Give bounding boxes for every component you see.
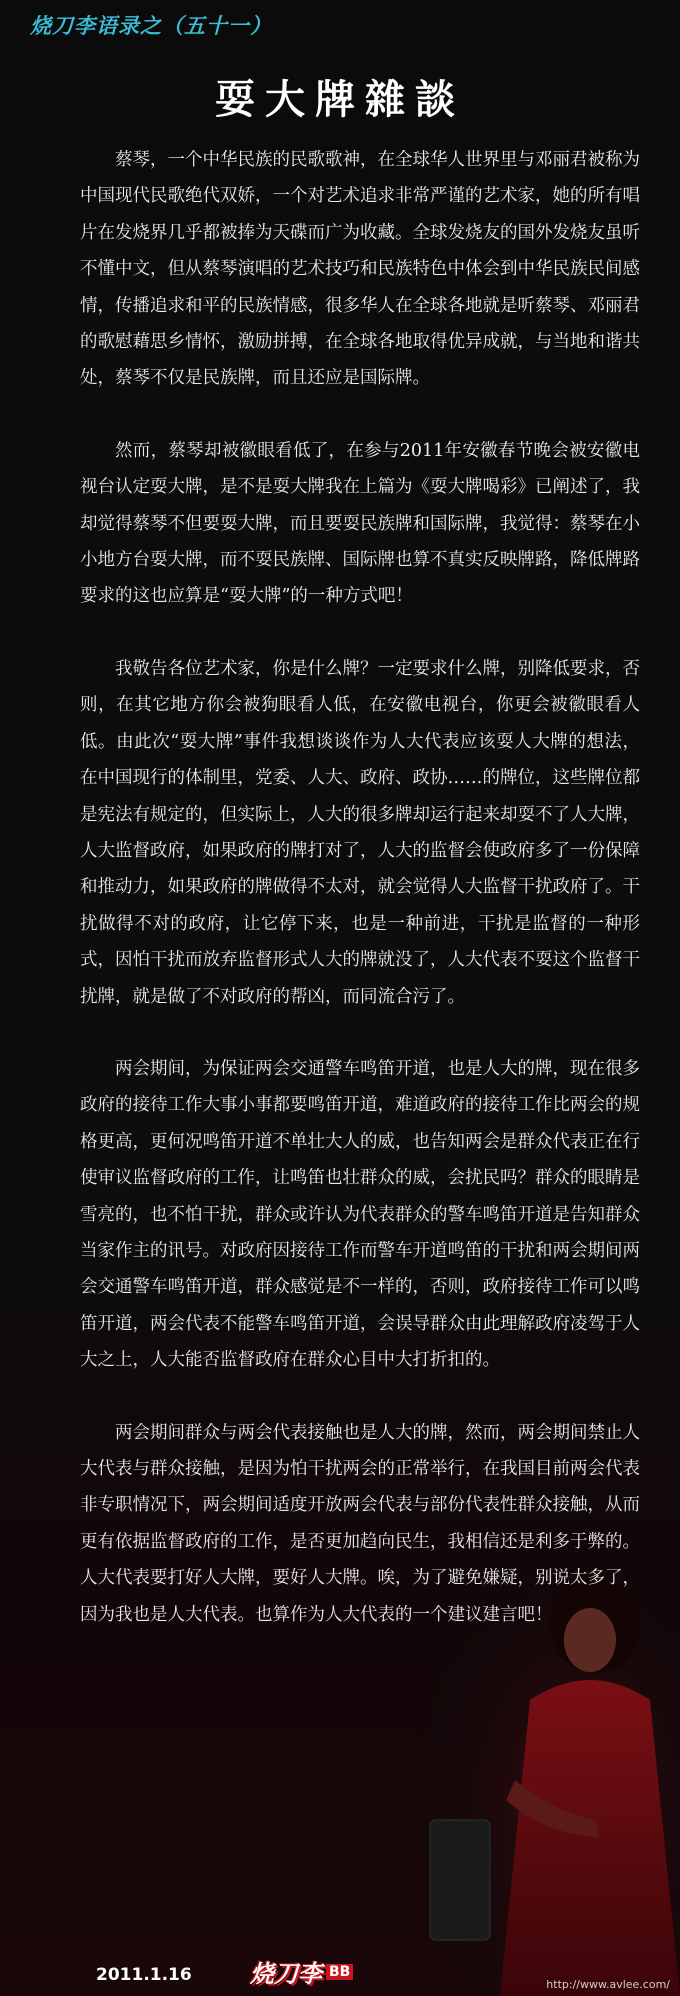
article-paragraph-2: 然而，蔡琴却被徽眼看低了，在参与2011年安徽春节晚会被安徽电视台认定耍大牌，是不是耍大牌我在上篇为《耍大牌喝彩》已阐述了，我却觉得蔡琴不但要耍大牌，而且要耍民族牌和国际牌，我觉得：蔡琴在小小地方台耍大牌，而不耍民族牌、国际牌也算不真实反映牌路，降低牌路要求的这也应算是“耍大牌”的一种方式吧！: [80, 440, 640, 607]
site-url[interactable]: http://www.avlee.com/: [546, 1978, 670, 1991]
article-paragraph-4: 两会期间，为保证两会交通警车鸣笛开道，也是人大的牌，现在很多政府的接待工作大事小事都要鸣笛开道，难道政府的接待工作比两会的规格更高，更何况鸣笛开道不单壮大人的威，也告知两会是群众代表正在行使审议监督政府的工作，让鸣笛也壮群众的威，会扰民吗？群众的眼睛是雪亮的，也不怕干扰，群众或许认为代表群众的警车鸣笛开道是告知群众当家作主的讯号。对政府因接待工作而警车开道鸣笛的干扰和两会期间两会交通警车鸣笛开道，群众感觉是不一样的，否则，政府接待工作可以鸣笛开道，两会代表不能警车鸣笛开道，会误导群众由此理解政府凌驾于人大之上，人大能否监督政府在群众心目中大打折扣的。: [80, 1058, 640, 1371]
article-paragraph-1: 蔡琴，一个中华民族的民歌歌神，在全球华人世界里与邓丽君被称为中国现代民歌绝代双娇，一个对艺术追求非常严谨的艺术家，她的所有唱片在发烧界几乎都被捧为天碟而广为收藏。全球发烧友的国外发烧友虽听不懂中文，但从蔡琴演唱的艺术技巧和民族特色中体会到中华民族民间感情，传播追求和平的民族情感，很多华人在全球各地就是听蔡琴、邓丽君的歌慰藉思乡情怀，激励拼搏，在全球各地取得优异成就，与当地和谐共处，蔡琴不仅是民族牌，而且还应是国际牌。: [80, 150, 640, 389]
series-title: 烧刀李语录之（五十一）: [30, 14, 272, 38]
article-body: [80, 142, 640, 1669]
site-logo: [250, 1954, 353, 1989]
article-paragraph-3: 我敬告各位艺术家，你是什么牌？一定要求什么牌，别降低要求，否则，在其它地方你会被狗眼看人低，在安徽电视台，你更会被徽眼看人低。由此次“耍大牌”事件我想谈谈作为人大代表应该耍人大牌的想法，在中国现行的体制里，党委、人大、政府、政协……的牌位，这些牌位都是宪法有规定的，但实际上，人大的很多牌却运行起来却耍不了人大牌，人大监督政府，如果政府的牌打对了，人大的监督会使政府多了一份保障和推动力，如果政府的牌做得不太对，就会觉得人大监督干扰政府了。干扰做得不对的政府，让它停下来，也是一种前进，干扰是监督的一种形式，因怕干扰而放弃监督形式人大的牌就没了，人大代表不耍这个监督干扰牌，就是做了不对政府的帮凶，而同流合污了。: [80, 658, 640, 1007]
page-title: 耍大牌雜談: [215, 77, 465, 123]
date: 2011.1.16: [96, 1965, 192, 1985]
article-paragraph-5: 两会期间群众与两会代表接触也是人大的牌，然而，两会期间禁止人大代表与群众接触，是因为怕干扰两会的正常举行，在我国目前两会代表非专职情况下，两会期间适度开放两会代表与部份代表性群众接触，从而更有依据监督政府的工作，是否更加趋向民生，我相信还是利多于弊的。人大代表要打好人大牌，要好人大牌。唉，为了避免嫌疑，别说太多了，因为我也是人大代表。也算作为人大代表的一个建议建言吧！: [80, 1422, 640, 1625]
logo-text: 烧刀李: [250, 1960, 322, 1988]
logo-badge: BB: [326, 1964, 353, 1980]
